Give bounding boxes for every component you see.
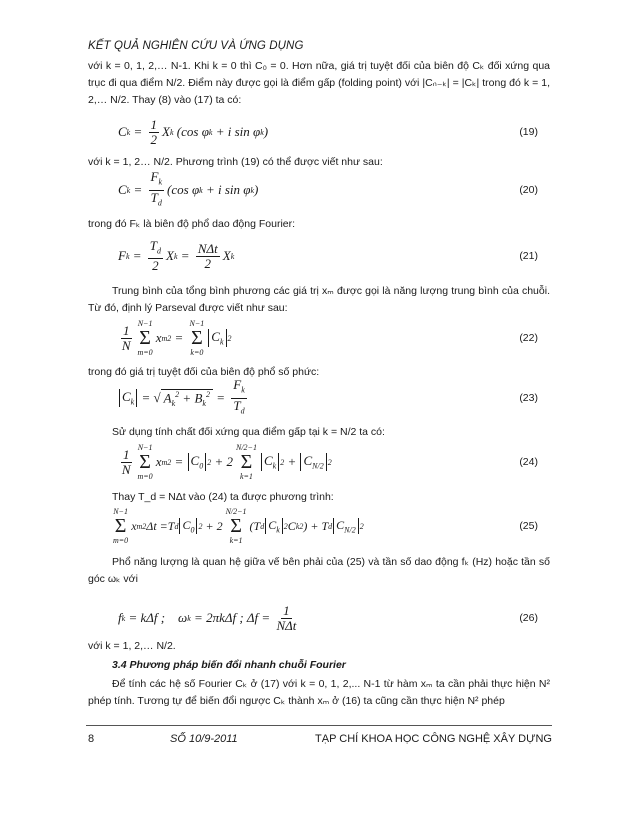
equation-24 xyxy=(88,440,550,484)
page-number: 8 xyxy=(88,733,95,745)
equation-20-number: (20) xyxy=(519,184,538,196)
equation-24-body: $\frac{1}{N}$ N−1 Σ m=0 x m 2 = $C_0$ 2 + 2 N/2−1 Σ k=1 $C_k$ 2 + $C_{N/2}$ 2 xyxy=(121,443,332,481)
running-title: KẾT QUẢ NGHIÊN CỨU VÀ ỨNG DỤNG xyxy=(88,40,304,52)
paragraph-7: Thay T_d = NΔt vào (24) ta được phương trình: xyxy=(112,491,334,503)
equation-20-body: C k = $\frac{F_k}{T_d}$ (cos φ k + i sin φ k ) xyxy=(118,168,259,208)
paragraph-5: trong đó giá trị tuyệt đối của biên độ phổ số phức: xyxy=(88,366,320,378)
equation-21-number: (21) xyxy=(519,250,538,262)
equation-23-number: (23) xyxy=(519,392,538,404)
paragraph-10: Để tính các hệ số Fourier Cₖ ở (17) với k = 0, 1, 2,... N-1 từ hàm xₘ ta cần phải thực hiện N² phép tính. Tương tự để biến đổi ngược Cₖ thành xₘ ở (16) ta cũng cần thực hiện N² phép xyxy=(88,678,550,707)
equation-22 xyxy=(88,316,550,360)
paragraph-6: Sử dụng tính chất đối xứng qua điểm gấp tại k = N/2 ta có: xyxy=(112,426,385,438)
equation-23 xyxy=(88,378,550,418)
equation-25-body: N−1 Σ m=0 x m 2 Δt =T d $C_0$ 2 + 2 N/2−1 Σ k=1 (T d $C_k$ 2 C k 2 ) + T d $C_{N/2}$ 2 xyxy=(113,507,364,545)
equation-26-number: (26) xyxy=(519,612,538,624)
equation-19 xyxy=(88,112,550,152)
equation-25-number: (25) xyxy=(519,520,538,532)
footer-divider xyxy=(86,725,552,726)
equation-26-body: f k = kΔf ; ω k = 2πkΔf ; Δf = $\frac{1}{\text{NΔt}}$ xyxy=(118,602,297,633)
paragraph-8: Phổ năng lượng là quan hệ giữa vế bên phải của (25) và tần số dao động fₖ (Hz) hoặc tần số góc ωₖ với xyxy=(88,556,550,585)
paragraph-1: với k = 0, 1, 2,… N-1. Khi k = 0 thì C₀ = 0. Hơn nữa, giá trị tuyệt đối của biên độ Cₖ đối xứng qua trục đi qua điểm N/2. Điểm này được gọi là điểm gấp (folding point) với |Cₙ₋ₖ| = |Cₖ| trong đó k = 1, 2,… N/2. Thay (8) vào (17) ta có: xyxy=(88,60,550,106)
equation-22-body: $\frac{1}{N}$ N−1 Σ m=0 x m 2 = N−1 Σ k=0 $C_k$ 2 xyxy=(121,319,232,357)
paragraph-2: với k = 1, 2… N/2. Phương trình (19) có thể được viết như sau: xyxy=(88,156,383,168)
equation-19-number: (19) xyxy=(519,126,538,138)
paragraph-9: với k = 1, 2,… N/2. xyxy=(88,640,176,652)
equation-22-number: (22) xyxy=(519,332,538,344)
paragraph-4: Trung bình của tổng bình phương các giá trị xₘ được gọi là năng lượng trung bình của chuỗi. Từ đó, định lý Parseval được viết như sau: xyxy=(88,285,550,314)
section-heading: 3.4 Phương pháp biến đổi nhanh chuỗi Fourier xyxy=(112,659,346,671)
equation-21 xyxy=(88,236,550,276)
equation-19-body: C k = $\frac{1}{2}$ X k (cos φ k + i sin φ k ) xyxy=(118,116,269,147)
equation-25 xyxy=(88,504,550,548)
equation-20 xyxy=(88,170,550,210)
equation-23-body: $C_k$ = √ $A_k^2 + B_k^2$ = $\frac{F_k}{T_d}$ xyxy=(118,378,250,418)
equation-21-body: F k = $\frac{T_d}{2}$ X k = $\frac{\text{NΔt}}{2}$ X k xyxy=(118,237,235,274)
equation-26 xyxy=(88,598,550,638)
journal-name: TẠP CHÍ KHOA HỌC CÔNG NGHỆ XÂY DỰNG xyxy=(315,733,552,745)
equation-24-number: (24) xyxy=(519,456,538,468)
paragraph-3: trong đó Fₖ là biên độ phổ dao động Fourier: xyxy=(88,218,296,230)
issue-label: SỐ 10/9-2011 xyxy=(170,733,238,745)
